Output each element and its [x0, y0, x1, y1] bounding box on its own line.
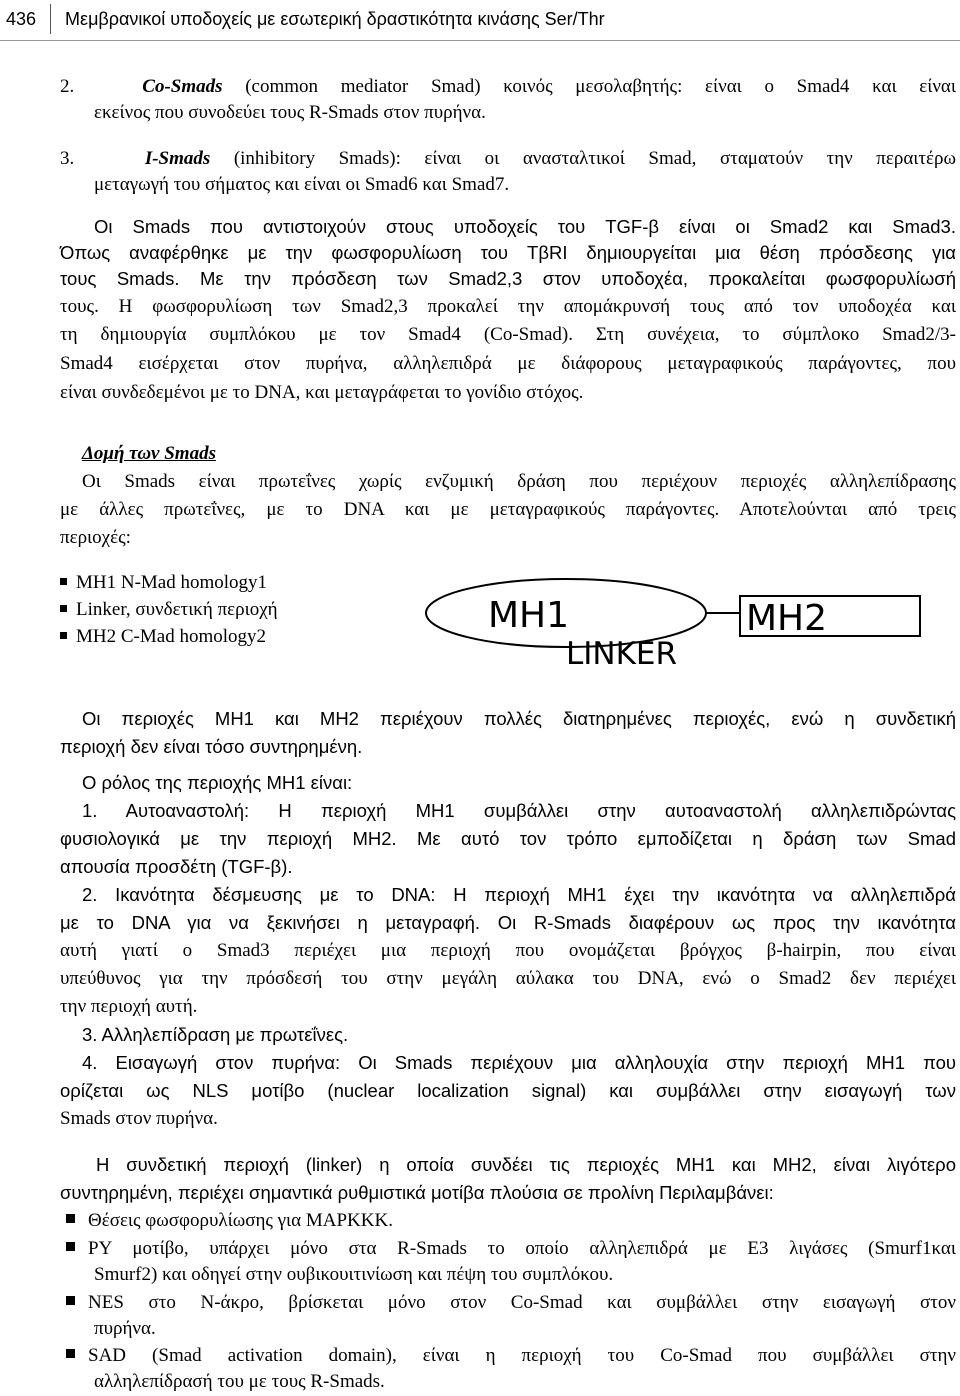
tgf-paragraph-line: τους Smads. Με την πρόσδεση των Smad2,3 στον υποδοχέα, προκαλείται φωσφορυλίωσή: [60, 268, 956, 289]
mh1-role-line: 1. Αυτοαναστολή: Η περιοχή MH1 συμβάλλει στην αυτοαναστολή αλληλεπιδρώντας: [82, 800, 956, 821]
linker-label: LINKER: [566, 636, 678, 672]
linker-intro-line: συντηρημένη, περιέχει σημαντικά ρυθμιστικά μοτίβα πλούσια σε προλίνη Περιλαμβάνει:: [60, 1182, 774, 1203]
list-item: [60, 597, 278, 623]
bullet-square-icon: [60, 578, 67, 585]
mh1-role-line: 4. Εισαγωγή στον πυρήνα: Οι Smads περιέχουν μια αλληλουχία στην περιοχή MH1 που: [82, 1052, 956, 1073]
item-co-smads: [60, 74, 956, 100]
page-number: 436: [6, 4, 51, 34]
mh1-role-line: Smads στον πυρήνα.: [60, 1108, 218, 1129]
conserved-line: περιοχή δεν είναι τόσο συντηρημένη.: [60, 736, 363, 757]
mh1-role-line: την περιοχή αυτή.: [60, 996, 198, 1017]
section-heading: Δομή των Smads: [82, 443, 216, 464]
list-item-label: MH1 N-Mad homology1: [76, 572, 268, 593]
tgf-paragraph-line: τη δημιουργία συμπλόκου με τον Smad4 (Co-Smad). Στη συνέχεια, το σύμπλοκο Smad2/3-: [60, 324, 956, 345]
item-term: I-Smads: [144, 148, 211, 169]
running-title: Μεμβρανικοί υποδοχείς με εσωτερική δραστικότητα κινάσης Ser/Thr: [65, 8, 605, 29]
linker-list-continuation: πυρήνα.: [94, 1318, 156, 1339]
mh1-role-line: ορίζεται ως NLS μοτίβο (nuclear localization signal) και συμβάλλει στην εισαγωγή των: [60, 1080, 956, 1101]
bullet-square-icon: [60, 605, 67, 612]
mh1-role-line: υπεύθυνος για την πρόσδεσή του στην μεγάλη αύλακα του DNA, ενώ ο Smad2 δεν περιέχει: [60, 968, 956, 989]
list-item-label: PY μοτίβο, υπάρχει μόνο στα R-Smads το οποίο αλληλεπιδρά με E3 λιγάσες (Smurf1και: [88, 1238, 956, 1259]
mh1-role-line: φυσιολογικά με την περιοχή MH2. Με αυτό τον τρόπο εμποδίζεται η δράση των Smad: [60, 828, 956, 849]
linker-list-item: [66, 1236, 956, 1262]
item-text: (inhibitory Smads): είναι οι ανασταλτικοί Smad, σταματούν την περαιτέρω: [210, 148, 956, 169]
bullet-square-icon: [66, 1214, 75, 1223]
mh1-role-line: με το DNA για να ξεκινήσει η μεταγραφή. Οι R-Smads διαφέρουν ως προς την ικανότητα: [60, 912, 956, 933]
linker-list-item: [66, 1208, 393, 1234]
item-text: (common mediator Smad) κοινός μεσολαβητής: είναι ο Smad4 και είναι: [222, 76, 956, 97]
mh1-role-line: απουσία προσδέτη (TGF-β).: [60, 856, 293, 877]
bullet-square-icon: [66, 1349, 75, 1358]
linker-list-item: [66, 1343, 956, 1369]
item-i-smads: [60, 146, 956, 172]
tgf-paragraph-line: Smad4 εισέρχεται στον πυρήνα, αλληλεπιδρά με διάφορους μεταγραφικούς παράγοντες, που: [60, 353, 956, 374]
linker-list-item: [66, 1290, 956, 1316]
linker-list-continuation: αλληλεπίδρασή του με τους R-Smads.: [94, 1371, 385, 1392]
list-item-label: Linker, συνδετική περιοχή: [76, 599, 278, 620]
bullet-square-icon: [60, 632, 67, 639]
linker-list-continuation: Smurf2) και οδηγεί στην ουβικουιτινίωση και πέψη του συμπλόκου.: [94, 1264, 614, 1285]
list-item-label: NES στο N-άκρο, βρίσκεται μόνο στον Co-Smad και συμβάλλει στην εισαγωγή στον: [88, 1292, 956, 1313]
structure-intro-line: με άλλες πρωτεΐνες, με το DNA και με μεταγραφικούς παράγοντες. Αποτελούνται από τρεις: [60, 499, 956, 520]
item-term: Co-Smads: [142, 76, 223, 97]
tgf-paragraph-line: είναι συνδεδεμένοι με το DNA, και μεταγράφεται το γονίδιο στόχος.: [60, 382, 584, 403]
list-item: [60, 570, 267, 596]
item-i-smads-line2: μεταγωγή του σήματος και είναι οι Smad6 και Smad7.: [94, 174, 510, 195]
item-co-smads-line2: εκείνος που συνοδεύει τους R-Smads στον πυρήνα.: [94, 102, 486, 123]
list-item-label: MH2 C-Mad homology2: [76, 626, 266, 647]
conserved-line: Οι περιοχές MH1 και MH2 περιέχουν πολλές διατηρημένες περιοχές, ενώ η συνδετική: [82, 708, 956, 729]
tgf-paragraph-line: Οι Smads που αντιστοιχούν στους υποδοχείς του TGF-β είναι οι Smad2 και Smad3.: [94, 216, 956, 237]
header-rule: [0, 40, 960, 41]
mh1-label: MH1: [488, 595, 570, 636]
structure-intro-line: περιοχές:: [60, 527, 131, 548]
mh1-role-title: Ο ρόλος της περιοχής MH1 είναι:: [82, 772, 353, 793]
list-item-label: Θέσεις φωσφορυλίωσης για MAPKKK.: [88, 1210, 393, 1231]
linker-intro-line: Η συνδετική περιοχή (linker) η οποία συνδέει τις περιοχές MH1 και MH2, είναι λιγότερο: [96, 1154, 956, 1175]
list-item-label: SAD (Smad activation domain), είναι η περιοχή του Co-Smad που συμβάλλει στην: [88, 1345, 956, 1366]
tgf-paragraph-line: Όπως αναφέρθηκε με την φωσφορυλίωση του TβRI δημιουργείται μια θέση πρόσδεσης για: [60, 242, 956, 263]
mh1-role-line: 3. Αλληλεπίδραση με πρωτεΐνες.: [82, 1024, 349, 1045]
tgf-paragraph-line: τους. Η φωσφορυλίωση των Smad2,3 προκαλεί την απομάκρυνσή τους από τον υποδοχέα και: [60, 296, 956, 317]
structure-intro-line: Οι Smads είναι πρωτεΐνες χωρίς ενζυμική δράση που περιέχουν περιοχές αλληλεπίδρασης: [82, 471, 956, 492]
bullet-square-icon: [66, 1242, 75, 1251]
item-number: 2.: [60, 76, 75, 97]
page-header: [6, 4, 605, 34]
item-number: 3.: [60, 148, 75, 169]
mh2-label: MH2: [746, 598, 828, 639]
mh1-role-line: αυτή γιατί ο Smad3 περιέχει μια περιοχή που ονομάζεται βρόγχος β-hairpin, που είναι: [60, 940, 956, 961]
mh1-role-line: 2. Ικανότητα δέσμευσης με το DNA: Η περιοχή MH1 έχει την ικανότητα να αλληλεπιδρά: [82, 884, 956, 905]
list-item: [60, 624, 266, 650]
bullet-square-icon: [66, 1296, 75, 1305]
smad-domain-diagram: [418, 572, 958, 676]
